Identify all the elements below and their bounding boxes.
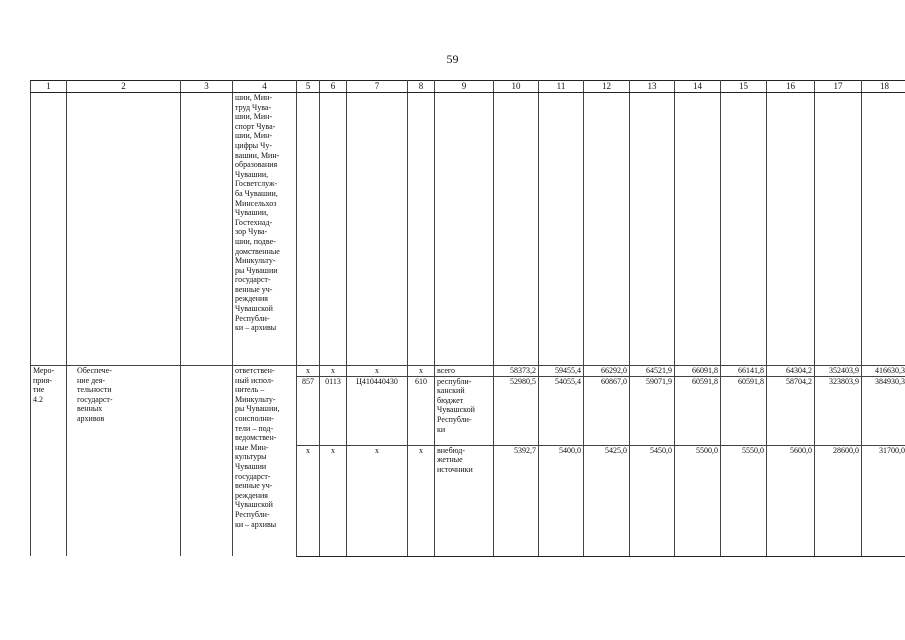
value-cell: 31700,0 [862,445,905,556]
column-header-11: 11 [539,81,584,93]
code-6: 0113 [320,376,347,445]
code-5: 857 [297,376,320,445]
program-table [30,80,905,557]
code-6: x [320,366,347,377]
measure-row-total [31,366,905,377]
value-cell: 5500,0 [675,445,721,556]
value-cell: 66292,0 [584,366,630,377]
value-cell: 5600,0 [767,445,815,556]
code-7: x [347,445,408,556]
cell-id-cont [31,93,67,366]
continued-executors: шии, Мин- труд Чува- шии, Мин- спорт Чува- шии, Мин- цифры Чу- вашии, Мин- образования Чувашии, Госветслуж- ба Чувашии, Минсельхоз Чувашии, Гостехнад- зор Чува- шии, подве- домственные Минкульту- ры Чувашии государст- венные уч- реждения Чувашской Республи- ки – архивы [233,93,297,366]
value-cell: 384930,3 [862,376,905,445]
cell-3-cont [181,93,233,366]
column-header-3: 3 [181,81,233,93]
value-cell: 5450,0 [630,445,675,556]
column-header-5: 5 [297,81,320,93]
value-cell: 5392,7 [494,445,539,556]
value-cell: 28600,0 [815,445,862,556]
column-header-2: 2 [67,81,181,93]
code-7: x [347,366,408,377]
column-header-7: 7 [347,81,408,93]
column-header-17: 17 [815,81,862,93]
value-cell: 66091,8 [675,366,721,377]
value-cell: 64521,9 [630,366,675,377]
code-5: x [297,445,320,556]
value-cell: 5425,0 [584,445,630,556]
value-cell: 323803,9 [815,376,862,445]
value-cell: 416630,3 [862,366,905,377]
cell-name-cont [67,93,181,366]
value-cell: 59071,9 [630,376,675,445]
column-header-15: 15 [721,81,767,93]
code-7: Ц410440430 [347,376,408,445]
column-header-9: 9 [435,81,494,93]
measure-executors: ответствен- ный испол- нитель – Минкульту- ры Чувашии, соисполни- тели – под- ведомствен- ные Мин- культуры Чувашии государст- венные уч- реждения Чувашской Республи- ки – архивы [233,366,297,557]
column-header-6: 6 [320,81,347,93]
code-8: 610 [408,376,435,445]
column-header-10: 10 [494,81,539,93]
funding-source: всего [435,366,494,377]
value-cell: 60591,8 [721,376,767,445]
value-cell: 59455,4 [539,366,584,377]
funding-source: республи- канский бюджет Чувашской Республи- ки [435,376,494,445]
column-header-8: 8 [408,81,435,93]
value-cell: 58704,2 [767,376,815,445]
code-8: x [408,366,435,377]
column-header-1: 1 [31,81,67,93]
column-header-4: 4 [233,81,297,93]
value-cell: 58373,2 [494,366,539,377]
funding-source: внебюд- жетные источники [435,445,494,556]
code-8: x [408,445,435,556]
column-header-13: 13 [630,81,675,93]
table-header [31,81,905,93]
measure-col3 [181,366,233,557]
value-cell: 52980,5 [494,376,539,445]
value-cell: 60591,8 [675,376,721,445]
value-cell: 60867,0 [584,376,630,445]
column-header-14: 14 [675,81,721,93]
code-6: x [320,445,347,556]
column-header-16: 16 [767,81,815,93]
value-cell: 5400,0 [539,445,584,556]
measure-name: Обеспече- ние дея- тельности государст- венных архивов [67,366,181,557]
value-cell: 64304,2 [767,366,815,377]
value-cell: 54055,4 [539,376,584,445]
column-header-18: 18 [862,81,905,93]
column-header-12: 12 [584,81,630,93]
continued-row [31,93,905,366]
value-cell: 66141,8 [721,366,767,377]
value-cell: 5550,0 [721,445,767,556]
value-cell: 352403,9 [815,366,862,377]
page-number: 59 [446,52,459,66]
measure-id: Меро- прия- тие 4.2 [31,366,67,557]
code-5: x [297,366,320,377]
